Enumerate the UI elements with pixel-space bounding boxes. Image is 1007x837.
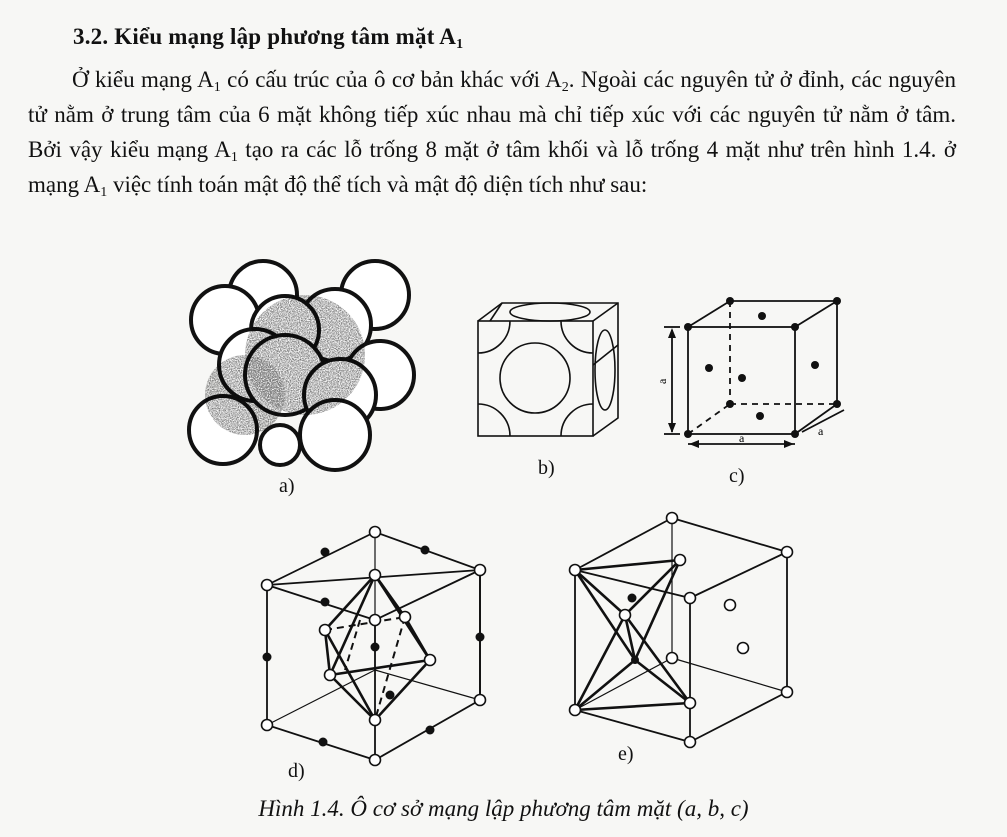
face-atom [400,612,411,623]
edge-center-dot [386,691,395,700]
figure-caption: Hình 1.4. Ô cơ sở mạng lập phương tâm mặt (a, b, c) [258,796,749,821]
figure-c-unit-cell [650,292,850,457]
para-text-1: Ở kiểu mạng A [72,67,214,92]
edge-center-dot [476,633,485,642]
section-heading [73,24,463,50]
face-atom [370,715,381,726]
para-sub-1: 1 [213,80,221,95]
edge-center-dot [426,726,435,735]
corner-atom [475,695,486,706]
face-atom [738,643,749,654]
atom-dot [684,323,692,331]
face-atom [370,570,381,581]
dim-label-depth: a [818,424,824,438]
corner-atom [685,593,696,604]
corner-atom [667,653,678,664]
face-atom [620,610,631,621]
corner-atom [370,615,381,626]
figure-d-octahedral-void [255,520,495,775]
edge-center-dot [319,738,328,747]
atom-dot [833,400,841,408]
para-sub-3: 1 [230,150,238,165]
atom-dot [684,430,692,438]
corner-atom [570,705,581,716]
figure-a-label: a) [279,475,295,497]
corner-atom [782,547,793,558]
face-atom [725,600,736,611]
dim-label-horizontal: a [739,431,745,445]
face-atom [685,698,696,709]
para-text-4: tạo ra các lỗ trống 8 mặt ở tâm khối và lỗ trống 4 mặt như trên hình 1.4. ở mạng A [28,137,956,197]
edge-center-dot [421,546,430,555]
para-text-5: việc tính toán mật độ thể tích và mật độ diện tích như sau: [107,172,648,197]
body-paragraph [28,62,956,202]
dim-label-vertical: a [655,378,669,384]
corner-atom [685,737,696,748]
para-sub-2: 2 [561,80,569,95]
corner-atom [262,720,273,731]
figure-a-sphere-packing [185,255,415,470]
center-dot [371,643,380,652]
face-atom [425,655,436,666]
para-text-3: . Ngoài các nguyên tử ở đỉnh, các nguyên tử nằm ở trung tâm của 6 mặt không tiếp xúc nhau mà chỉ tiếp xúc với các nguyên tử nằm ở tâm. Bởi vậy kiểu mạng A [28,67,956,162]
face-center-dot [811,361,819,369]
edge-center-dot [263,653,272,662]
para-text-2: có cấu trúc của ô cơ bản khác với A [220,67,562,92]
face-atom [675,555,686,566]
corner-atom [475,565,486,576]
figure-e-tetrahedral-voids [565,510,805,755]
edge-center-dot [321,598,330,607]
corner-atom [782,687,793,698]
corner-atom [370,755,381,766]
figure-c-label: c) [729,465,745,487]
corner-atom [262,580,273,591]
figure-d-label: d) [288,760,305,782]
para-sub-4: 1 [100,185,108,200]
corner-atom [667,513,678,524]
figure-e-label: e) [618,743,634,765]
face-atom [325,670,336,681]
face-center-dot [705,364,713,372]
atom-dot [791,430,799,438]
section-title: Kiểu mạng lập phương tâm mặt A [114,24,457,49]
void-center-dot [631,656,639,664]
atom-dot [833,297,841,305]
section-title-subscript: 1 [456,37,464,52]
face-center-dot [738,374,746,382]
corner-atom [570,565,581,576]
void-center-dot [628,594,637,603]
atom-dot [791,323,799,331]
atom-dot [726,297,734,305]
atom-dot [726,400,734,408]
edge-center-dot [321,548,330,557]
sphere [260,425,300,465]
figure-b-label: b) [538,457,555,479]
face-center-dot [756,412,764,420]
face-center-dot [758,312,766,320]
figure-b-cube-packing [470,295,625,445]
face-atom [320,625,331,636]
section-number: 3.2. [73,24,109,49]
corner-atom [370,527,381,538]
